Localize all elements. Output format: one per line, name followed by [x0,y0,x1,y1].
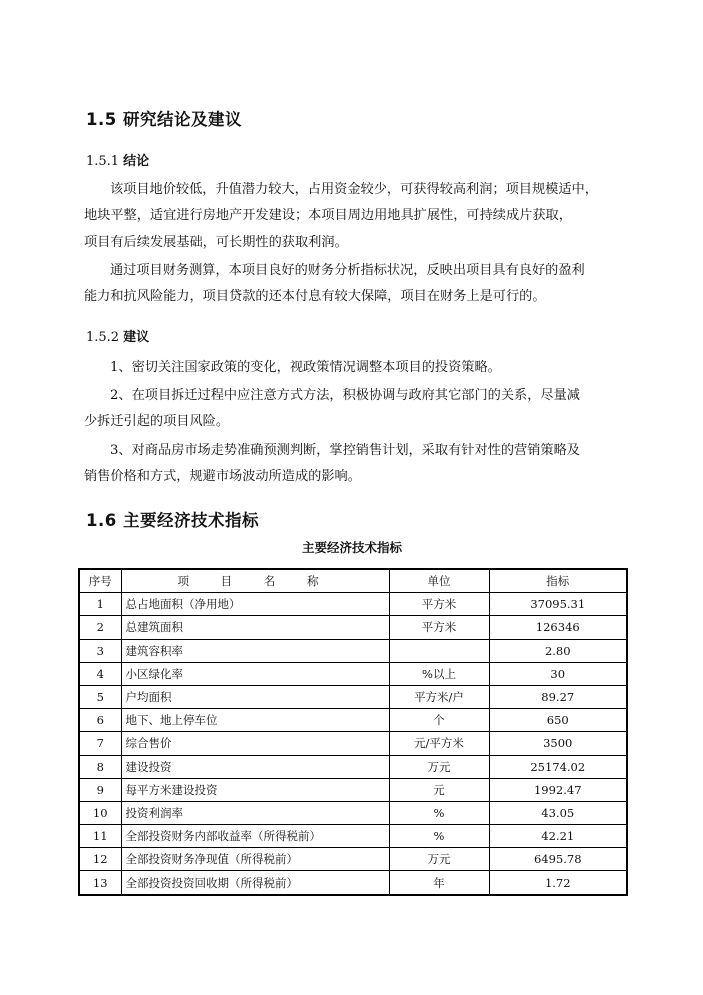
suggestion-item-2 [84,383,624,436]
row-item-name: 地下、地上停车位 [121,709,389,732]
row-item-name: 小区绿化率 [121,662,389,685]
table-row [79,848,627,871]
row-item-name: 总建筑面积 [121,616,389,639]
table-row [79,616,627,639]
header-name: 项 目 名 称 [121,569,389,593]
row-unit: %以上 [389,662,489,685]
table-row [79,593,627,616]
row-value: 1992.47 [489,778,627,801]
row-item-name: 每平方米建设投资 [121,778,389,801]
paragraph-line: 该项目地价较低，升值潜力较大，占用资金较少，可获得较高利润；项目规模适中， [110,182,598,197]
subsection-number: 1.5.1 [86,154,120,169]
row-unit: 元 [389,778,489,801]
row-item-name: 全部投资财务内部收益率（所得税前） [121,825,389,848]
subsection-heading-1-5-1 [86,150,149,169]
table-row [79,871,627,895]
row-unit [389,639,489,662]
table-body [79,593,627,895]
section-heading-1-6: 1.6 主要经济技术指标 [86,511,259,530]
suggestion-item-3 [84,438,624,491]
row-number: 4 [79,662,121,685]
row-unit: 个 [389,709,489,732]
row-value: 650 [489,709,627,732]
row-value: 25174.02 [489,755,627,778]
header-unit: 单位 [389,569,489,593]
row-value: 43.05 [489,801,627,824]
paragraph-line: 项目有后续发展基础，可长期性的获取利润。 [84,234,348,250]
row-unit: % [389,801,489,824]
subsection-title: 建议 [123,330,150,345]
table-row [79,732,627,755]
suggestion-item-1 [84,355,624,381]
paragraph-line: 少拆迁引起的项目风险。 [84,414,230,430]
row-number: 11 [79,825,121,848]
paragraph-line: 地块平整，适宜进行房地产开发建设；本项目周边用地具扩展性，可持续成片获取， [84,208,572,224]
row-item-name: 建筑容积率 [121,639,389,662]
row-number: 13 [79,871,121,895]
row-value: 3500 [489,732,627,755]
row-unit: 元/平方米 [389,732,489,755]
row-value: 1.72 [489,871,627,895]
row-unit: 年 [389,871,489,895]
row-item-name: 总占地面积（净用地） [121,593,389,616]
row-number: 5 [79,685,121,708]
header-no: 序号 [79,569,121,593]
row-item-name: 建设投资 [121,755,389,778]
table-row [79,778,627,801]
row-value: 126346 [489,616,627,639]
row-unit: 万元 [389,755,489,778]
row-number: 9 [79,778,121,801]
table-row [79,685,627,708]
subsection-title: 结论 [123,154,150,169]
table-row [79,662,627,685]
row-number: 6 [79,709,121,732]
row-unit: 平方米 [389,593,489,616]
row-item-name: 全部投资投资回收期（所得税前） [121,871,389,895]
table-row [79,755,627,778]
row-value: 89.27 [489,685,627,708]
conclusion-paragraph-1 [84,177,624,256]
header-value: 指标 [489,569,627,593]
row-item-name: 综合售价 [121,732,389,755]
row-value: 6495.78 [489,848,627,871]
row-value: 37095.31 [489,593,627,616]
paragraph-line: 1、密切关注国家政策的变化，视政策情况调整本项目的投资策略。 [110,360,501,375]
conclusion-paragraph-2 [84,258,624,311]
table-caption: 主要经济技术指标 [301,540,402,555]
paragraph-line: 2、在项目拆迁过程中应注意方式方法，积极协调与政府其它部门的关系，尽量减 [110,388,580,403]
row-item-name: 投资利润率 [121,801,389,824]
row-unit: % [389,825,489,848]
indicators-table [78,568,628,896]
paragraph-line: 通过项目财务测算，本项目良好的财务分析指标状况，反映出项目具有良好的盈利 [110,263,585,278]
table-header-row [79,569,627,593]
row-value: 2.80 [489,639,627,662]
table-row [79,709,627,732]
row-number: 12 [79,848,121,871]
paragraph-line: 销售价格和方式，规避市场波动所造成的影响。 [84,469,361,485]
table-row [79,639,627,662]
paragraph-line: 能力和抗风险能力，项目贷款的还本付息有较大保障，项目在财务上是可行的。 [84,289,546,305]
row-unit: 平方米 [389,616,489,639]
table-row [79,801,627,824]
row-number: 1 [79,593,121,616]
section-heading-1-5: 1.5 研究结论及建议 [86,110,242,129]
row-number: 10 [79,801,121,824]
subsection-number: 1.5.2 [86,330,120,345]
subsection-heading-1-5-2 [86,326,149,345]
row-number: 7 [79,732,121,755]
paragraph-line: 3、对商品房市场走势准确预测判断，掌控销售计划，采取有针对性的营销策略及 [110,443,580,458]
row-value: 42.21 [489,825,627,848]
row-number: 3 [79,639,121,662]
table-row [79,825,627,848]
row-unit: 万元 [389,848,489,871]
row-unit: 平方米/户 [389,685,489,708]
row-number: 8 [79,755,121,778]
row-number: 2 [79,616,121,639]
row-value: 30 [489,662,627,685]
row-item-name: 户均面积 [121,685,389,708]
row-item-name: 全部投资财务净现值（所得税前） [121,848,389,871]
